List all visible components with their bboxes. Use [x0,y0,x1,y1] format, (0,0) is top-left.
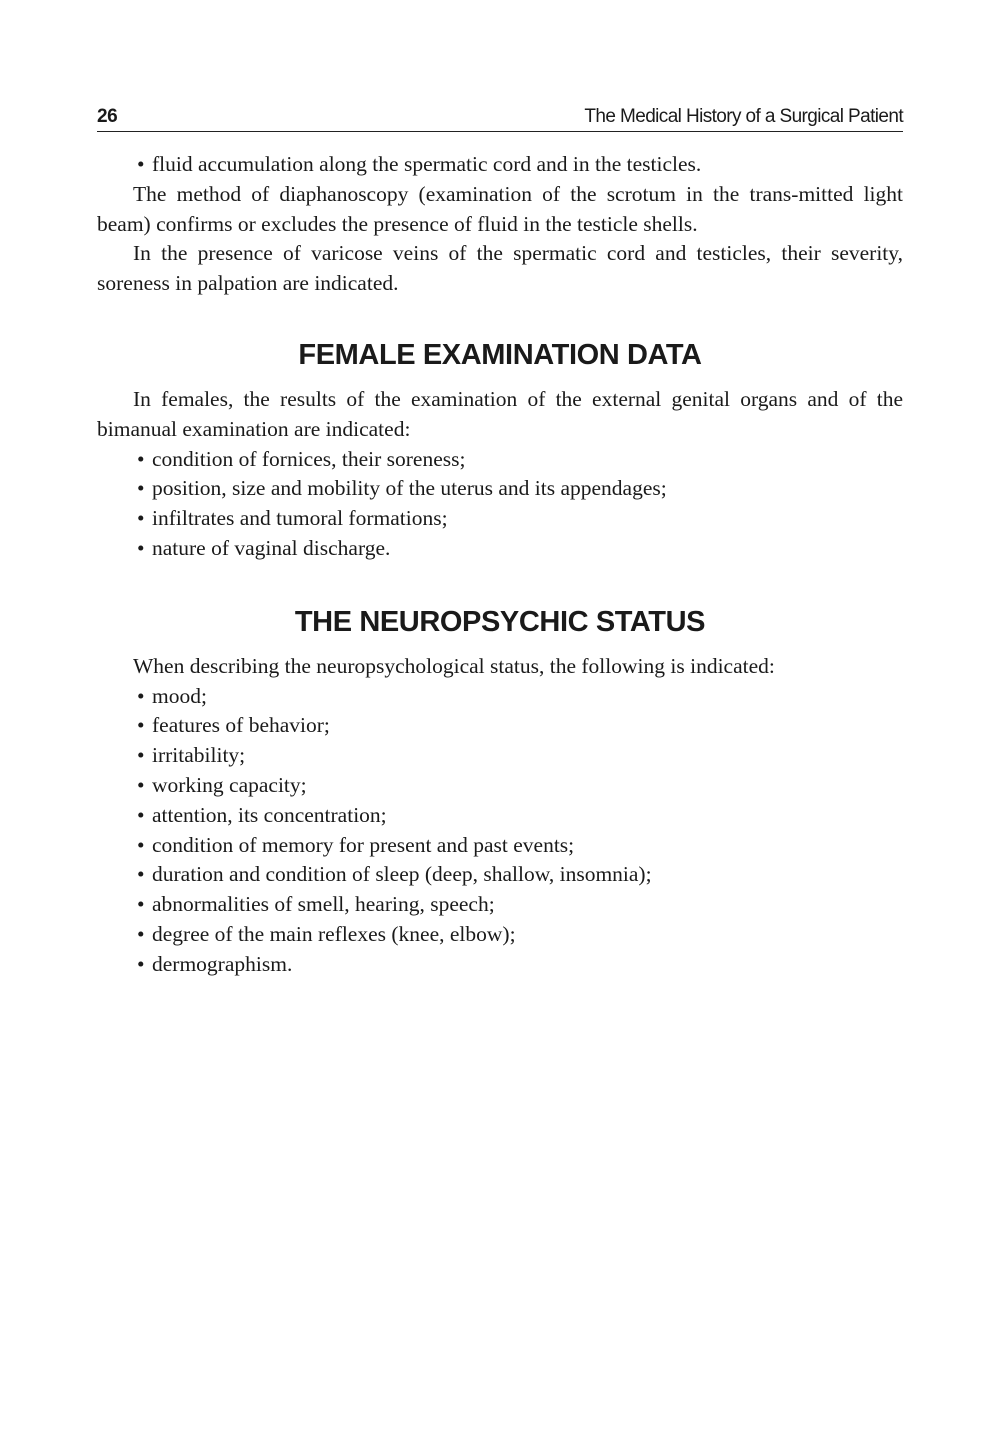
intro-bullet-list [97,150,903,180]
list-item: • condition of memory for present and past events; [97,831,903,861]
female-intro-paragraph: In females, the results of the examination of the external genital organs and of the bimanual examination are indicated: [97,386,903,441]
list-item: • infiltrates and tumoral formations; [97,504,903,534]
list-item: • working capacity; [97,771,903,801]
list-item: • fluid accumulation along the spermatic cord and in the testicles. [97,150,903,180]
page-content [97,150,903,980]
list-item: • irritability; [97,741,903,771]
list-item: • dermographism. [97,950,903,980]
female-list [97,445,903,564]
book-page [97,98,903,980]
diaphanoscopy-paragraph: The method of diaphanoscopy (examination of the scrotum in the trans-mitted light beam) confirms or excludes the presence of fluid in the testicle shells. [97,181,903,236]
page-number: 26 [97,106,118,127]
list-item: • degree of the main reflexes (knee, elbow); [97,920,903,950]
list-item: • abnormalities of smell, hearing, speech; [97,890,903,920]
running-head [97,98,903,132]
neuro-section-heading: THE NEUROPSYCHIC STATUS [294,605,706,638]
list-item: • features of behavior; [97,711,903,741]
neuro-intro-paragraph: When describing the neuropsychological status, the following is indicated: [133,653,775,678]
list-item: • condition of fornices, their soreness; [97,445,903,475]
list-item: • position, size and mobility of the uterus and its appendages; [97,474,903,504]
neuro-list [97,682,903,980]
running-title: The Medical History of a Surgical Patient [584,106,903,127]
list-item: • mood; [97,682,903,712]
list-item: • nature of vaginal discharge. [97,534,903,564]
list-item: • attention, its concentration; [97,801,903,831]
female-section-heading: FEMALE EXAMINATION DATA [298,338,702,371]
varicose-paragraph: In the presence of varicose veins of the spermatic cord and testicles, their severity, soreness in palpation are indicated. [97,241,903,296]
list-item: • duration and condition of sleep (deep, shallow, insomnia); [97,860,903,890]
